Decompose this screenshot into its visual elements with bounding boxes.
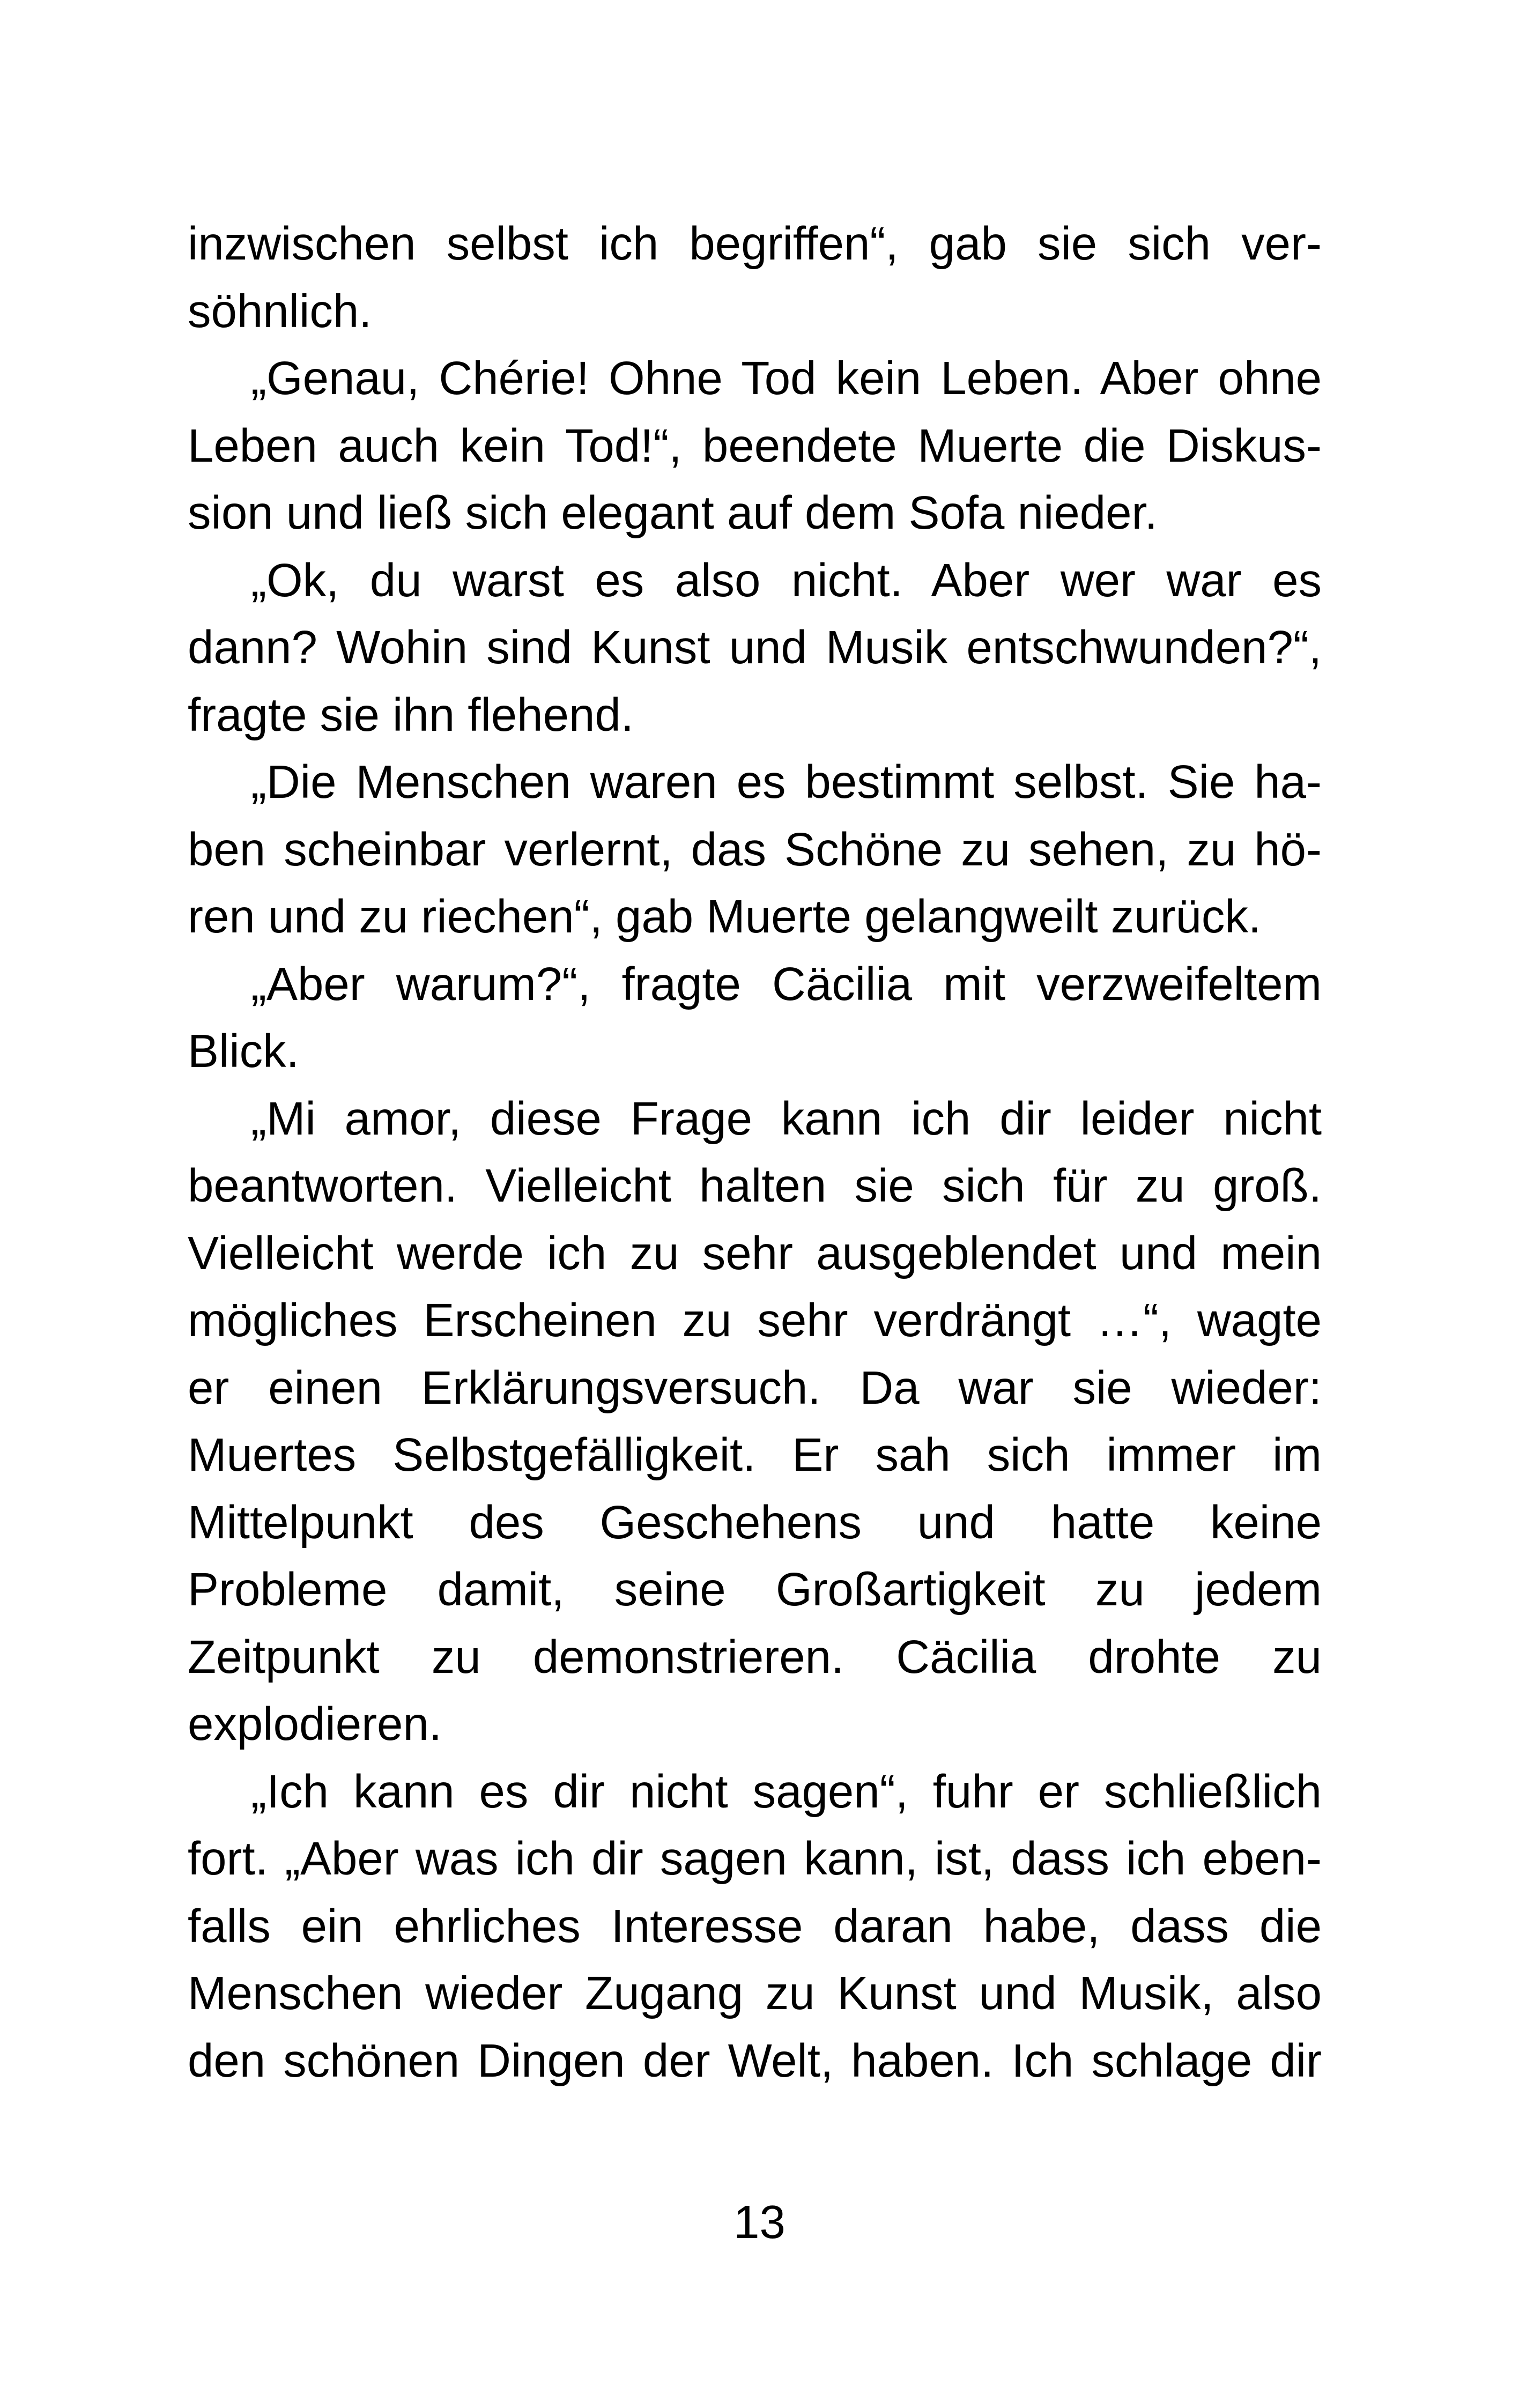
- text-line: ben scheinbar verlernt, das Schöne zu sehen, zu hö-: [188, 823, 1322, 876]
- text-line: er einen Erklärungsversuch. Da war sie wieder:: [188, 1361, 1322, 1414]
- text-line: Zeitpunkt zu demonstrieren. Cäcilia drohte zu: [188, 1631, 1322, 1683]
- text-line: explodieren.: [188, 1698, 442, 1750]
- text-line: beantworten. Vielleicht halten sie sich für zu groß.: [188, 1160, 1322, 1212]
- text-line: „Mi amor, diese Frage kann ich dir leider nicht: [251, 1092, 1322, 1145]
- body-text: [188, 210, 1322, 2094]
- text-line: „Die Menschen waren es bestimmt selbst. Sie ha-: [251, 756, 1322, 808]
- text-line: „Aber warum?“, fragte Cäcilia mit verzweifeltem: [251, 958, 1322, 1010]
- text-line: mögliches Erscheinen zu sehr verdrängt …“, wagte: [188, 1294, 1322, 1346]
- text-line: fort. „Aber was ich dir sagen kann, ist, dass ich eben-: [188, 1833, 1322, 1885]
- text-line: ren und zu riechen“, gab Muerte gelangweilt zurück.: [188, 891, 1262, 943]
- text-line: fragte sie ihn flehend.: [188, 688, 634, 741]
- text-line: Probleme damit, seine Großartigkeit zu jedem: [188, 1564, 1322, 1616]
- text-line: den schönen Dingen der Welt, haben. Ich schlage dir: [188, 2034, 1322, 2087]
- page-number: 13: [733, 2196, 786, 2248]
- text-line: Menschen wieder Zugang zu Kunst und Musik, also: [188, 1967, 1322, 2019]
- text-line: Muertes Selbstgefälligkeit. Er sah sich immer im: [188, 1429, 1322, 1481]
- text-line: „Ich kann es dir nicht sagen“, fuhr er schließlich: [251, 1765, 1322, 1818]
- text-line: falls ein ehrliches Interesse daran habe, dass die: [188, 1900, 1322, 1952]
- text-line: „Ok, du warst es also nicht. Aber wer war es: [251, 554, 1322, 606]
- text-line: Mittelpunkt des Geschehens und hatte keine: [188, 1496, 1322, 1548]
- text-line: sion und ließ sich elegant auf dem Sofa nieder.: [188, 487, 1158, 539]
- text-line: Vielleicht werde ich zu sehr ausgeblendet und mein: [188, 1227, 1322, 1279]
- text-line: inzwischen selbst ich begriffen“, gab sie sich ver-: [188, 218, 1322, 270]
- text-line: Blick.: [188, 1025, 299, 1077]
- text-line: „Genau, Chérie! Ohne Tod kein Leben. Aber ohne: [251, 352, 1322, 404]
- text-line: Leben auch kein Tod!“, beendete Muerte die Diskus-: [188, 419, 1322, 472]
- text-line: dann? Wohin sind Kunst und Musik entschwunden?“,: [188, 621, 1322, 673]
- text-line: söhnlich.: [188, 285, 372, 337]
